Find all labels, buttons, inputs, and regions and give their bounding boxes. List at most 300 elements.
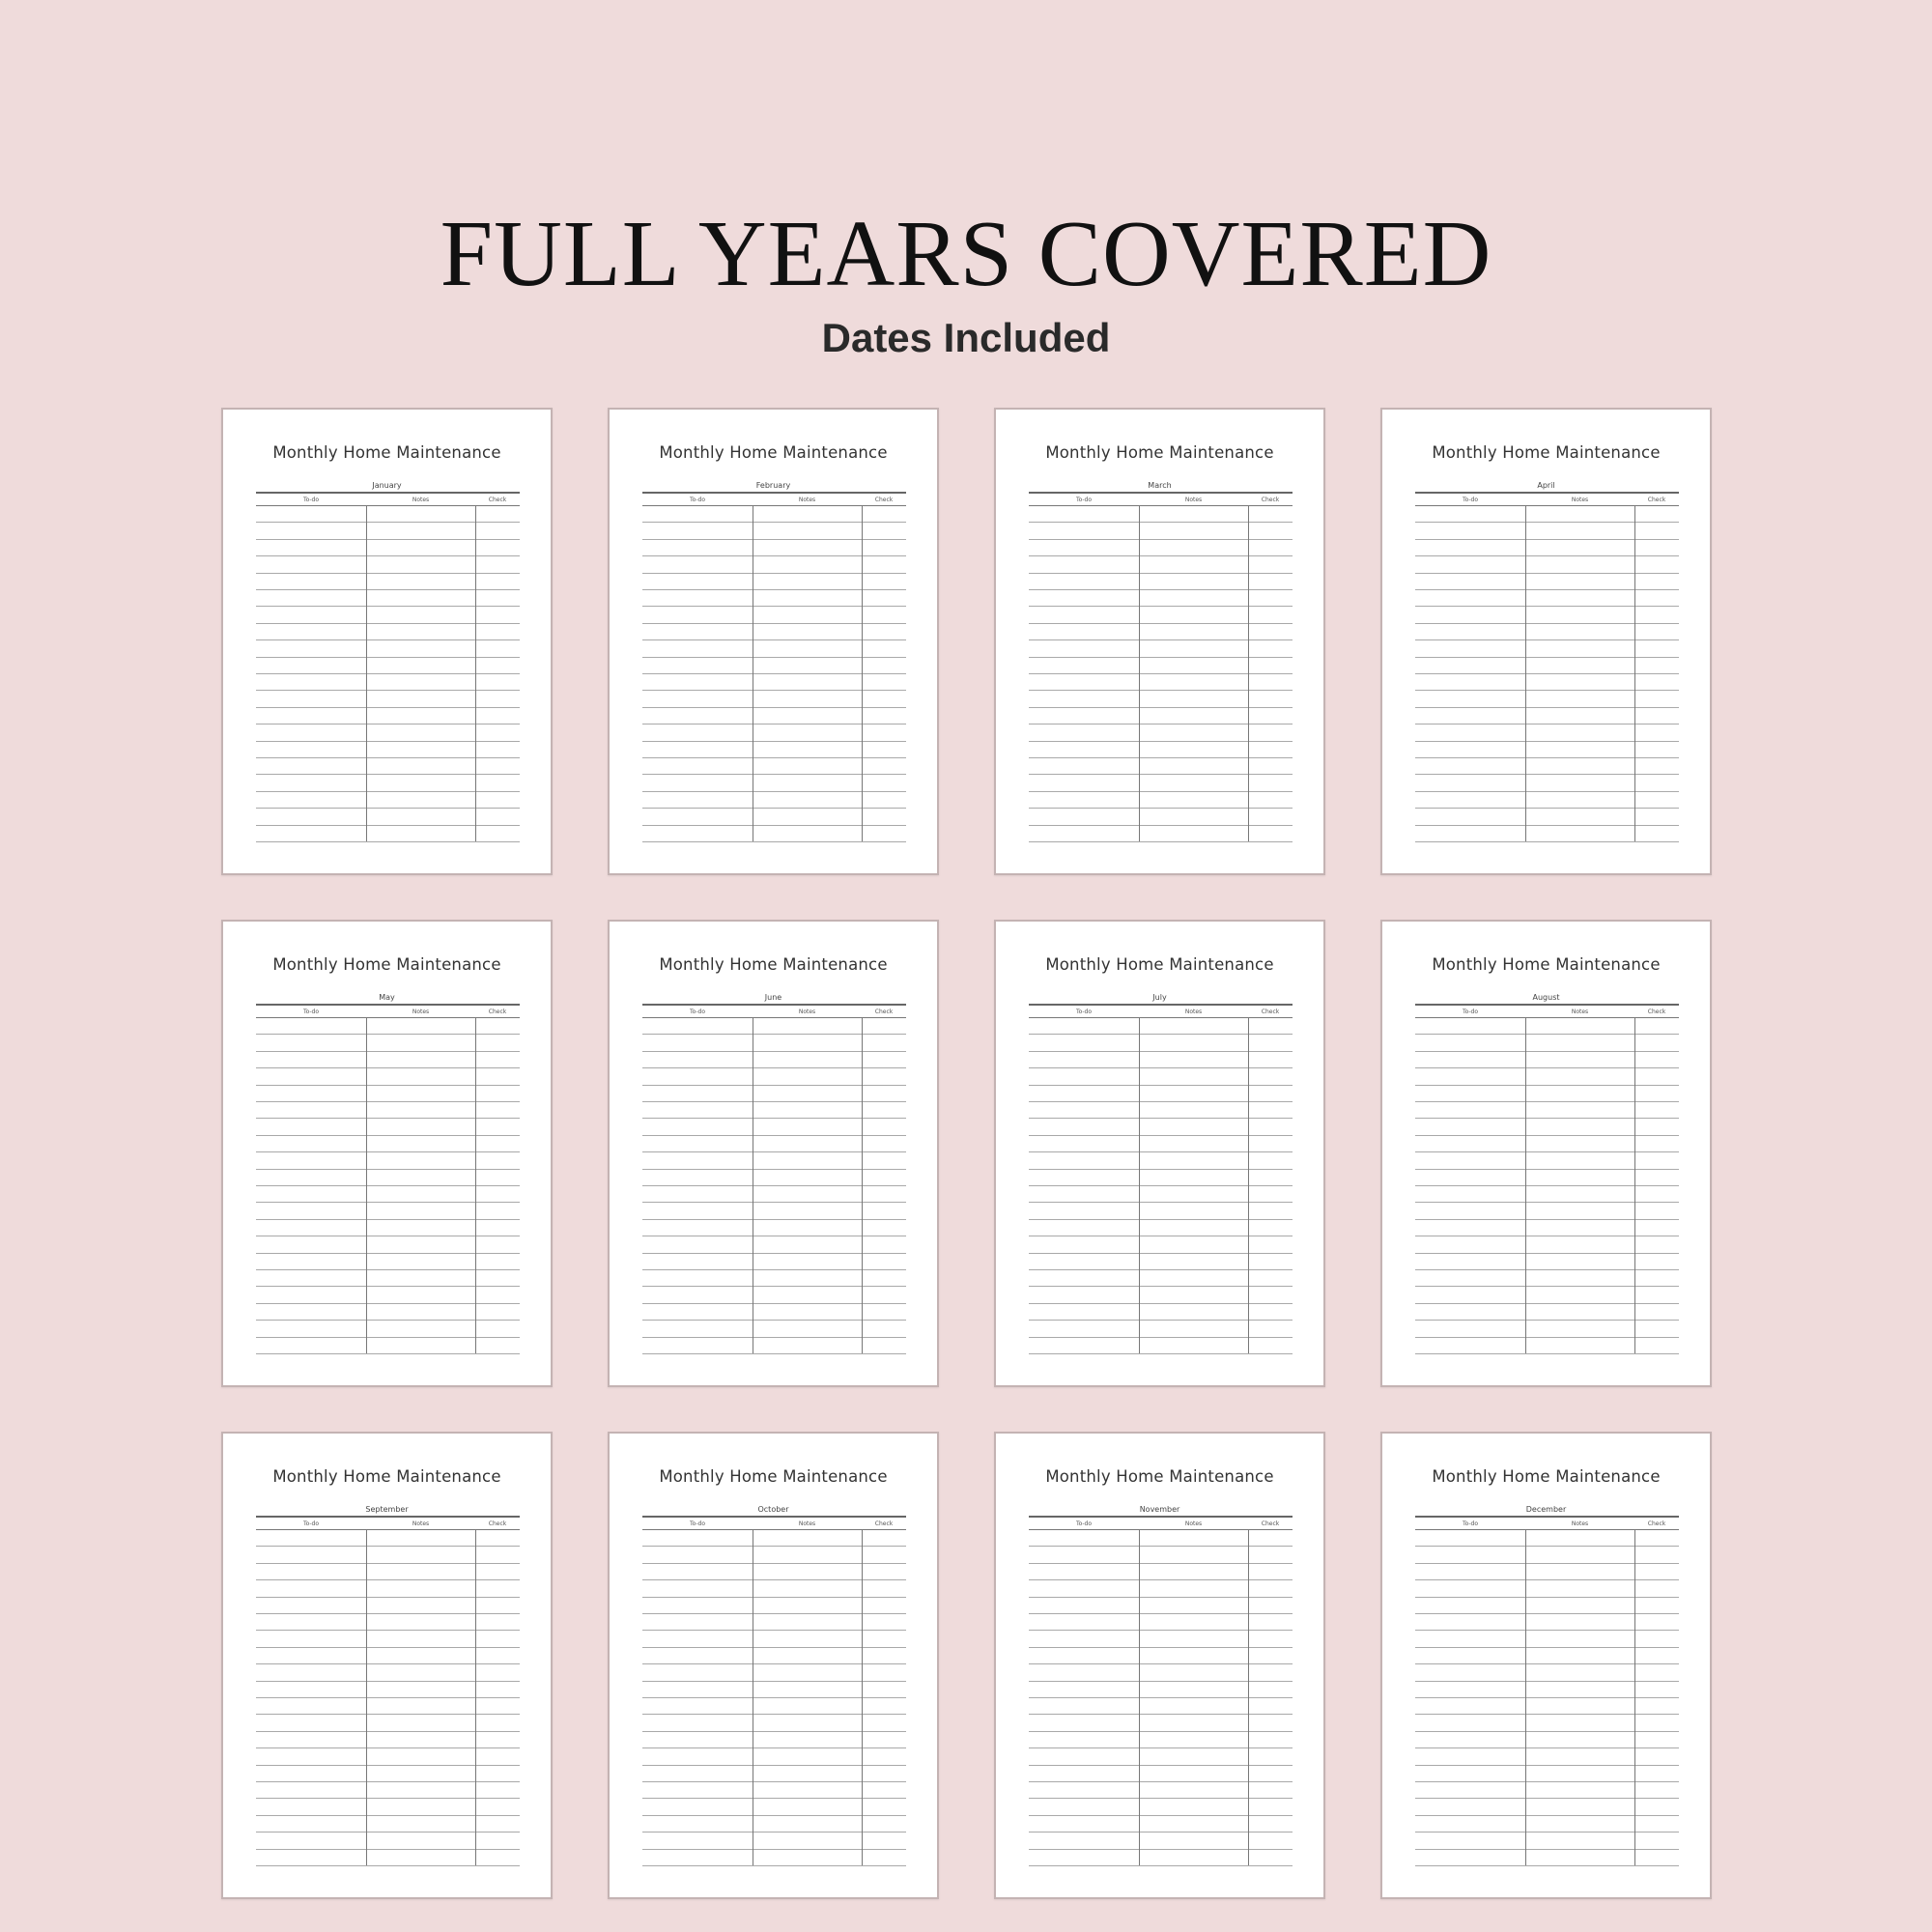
table-row [1029,808,1293,809]
column-divider [475,1529,476,1865]
planner-page [1380,408,1712,875]
planner-page [1380,1432,1712,1899]
table-row [256,1286,520,1287]
table-row [256,1832,520,1833]
table-row [1415,573,1679,574]
maintenance-table [642,1516,906,1868]
table-row [256,1563,520,1564]
table-row [1415,1051,1679,1052]
table-row [1029,1681,1293,1682]
table-row [1415,1579,1679,1580]
maintenance-table [1415,1516,1679,1868]
column-header: To-do [302,1009,320,1015]
header-rule [256,1529,520,1530]
column-header: To-do [689,497,706,503]
table-top-rule [1029,492,1293,494]
table-row [256,1865,520,1866]
table-row [1029,1815,1293,1816]
header-rule [1415,1529,1679,1530]
table-row [1029,555,1293,556]
table-row [1415,1546,1679,1547]
planner-page-grid [221,408,1711,1901]
maintenance-table [256,1516,520,1868]
maintenance-table [642,1004,906,1356]
column-divider [366,505,367,841]
column-header: Notes [1571,497,1589,503]
table-row [256,1613,520,1614]
table-row [642,1630,906,1631]
table-row [642,589,906,590]
table-row [1029,1067,1293,1068]
column-header: To-do [1462,1520,1479,1527]
table-row [256,1269,520,1270]
table-row [256,1714,520,1715]
table-row [642,1169,906,1170]
header-rule [256,1017,520,1018]
table-row [1029,1747,1293,1748]
table-row [1029,1085,1293,1086]
table-row [1029,1865,1293,1866]
planner-page [1380,920,1712,1387]
table-row [642,1663,906,1664]
table-row [642,1202,906,1203]
header-rule [1415,1017,1679,1018]
month-label: December [1525,1505,1567,1514]
month-label: September [365,1505,409,1514]
column-divider [1139,1529,1140,1865]
header-rule [1029,1529,1293,1530]
column-divider [862,1017,863,1353]
table-top-rule [256,1004,520,1006]
column-divider [1634,1017,1635,1353]
table-row [1415,690,1679,691]
column-divider [1525,1529,1526,1865]
table-row [1029,1320,1293,1321]
page-title: Monthly Home Maintenance [272,1467,501,1486]
table-row [1029,1832,1293,1833]
table-row [642,573,906,574]
table-row [256,1781,520,1782]
month-label: October [757,1505,789,1514]
month-label: July [1152,993,1167,1002]
table-row [1415,1765,1679,1766]
table-row [1029,1202,1293,1203]
column-header: Check [488,1009,507,1015]
column-header: To-do [689,1520,706,1527]
table-row [1029,639,1293,640]
table-row [256,1647,520,1648]
table-row [1415,657,1679,658]
column-header: To-do [302,1520,320,1527]
maintenance-table [256,492,520,844]
table-row [1029,841,1293,842]
column-header: Notes [1571,1009,1589,1015]
maintenance-table [642,492,906,844]
table-row [1029,606,1293,607]
table-row [256,1765,520,1766]
table-row [1415,1286,1679,1287]
column-header: Notes [798,1009,816,1015]
table-row [642,606,906,607]
table-row [642,741,906,742]
table-row [256,1067,520,1068]
table-row [1029,1101,1293,1102]
table-top-rule [642,1004,906,1006]
table-row [1029,1034,1293,1035]
table-row [1415,673,1679,674]
table-row [256,1697,520,1698]
table-row [642,1303,906,1304]
headline: FULL YEARS COVERED [440,202,1492,306]
table-row [1415,1597,1679,1598]
table-row [1415,1034,1679,1035]
header-rule [1415,505,1679,506]
table-row [1029,1051,1293,1052]
table-row [1415,774,1679,775]
table-row [1415,1781,1679,1782]
table-row [642,757,906,758]
table-row [256,774,520,775]
table-row [1415,1169,1679,1170]
table-row [1415,1798,1679,1799]
table-top-rule [1029,1004,1293,1006]
column-divider [1248,1529,1249,1865]
table-row [256,1597,520,1598]
column-header: To-do [1462,497,1479,503]
table-row [1029,774,1293,775]
table-row [1415,1563,1679,1564]
table-row [642,1832,906,1833]
table-row [1029,1151,1293,1152]
table-row [1029,741,1293,742]
table-row [1415,1337,1679,1338]
column-header: Check [874,497,894,503]
column-header: To-do [1075,1520,1093,1527]
table-row [642,1747,906,1748]
planner-page [608,920,939,1387]
table-row [642,1219,906,1220]
page-title: Monthly Home Maintenance [1432,955,1661,974]
column-divider [862,1529,863,1865]
column-header: Notes [412,497,430,503]
column-header: Notes [1571,1520,1589,1527]
column-divider [475,505,476,841]
table-row [256,808,520,809]
table-row [1415,1832,1679,1833]
column-header: Check [488,1520,507,1527]
table-row [642,1118,906,1119]
table-row [642,1815,906,1816]
table-row [1415,1849,1679,1850]
table-row [642,1681,906,1682]
table-row [1029,1613,1293,1614]
column-divider [475,1017,476,1353]
table-row [256,1337,520,1338]
table-row [642,1085,906,1086]
column-header: Notes [412,1009,430,1015]
table-row [1415,1663,1679,1664]
column-divider [1139,1017,1140,1353]
maintenance-table [1415,1004,1679,1356]
maintenance-table [1029,492,1293,844]
table-row [1415,639,1679,640]
column-divider [366,1529,367,1865]
month-label: November [1139,1505,1180,1514]
table-row [642,657,906,658]
table-row [642,1849,906,1850]
column-header: Notes [798,1520,816,1527]
table-row [256,1681,520,1682]
table-row [642,555,906,556]
table-row [1029,757,1293,758]
table-row [256,1579,520,1580]
table-row [1029,1353,1293,1354]
table-row [1029,1303,1293,1304]
table-row [256,639,520,640]
table-row [1415,1320,1679,1321]
table-row [642,1320,906,1321]
table-row [256,1747,520,1748]
header-rule [256,505,520,506]
table-row [1029,1697,1293,1698]
table-row [256,606,520,607]
table-top-rule [256,1516,520,1518]
table-row [1415,1697,1679,1698]
table-row [1029,573,1293,574]
table-row [1415,1185,1679,1186]
table-row [256,825,520,826]
table-row [1415,1647,1679,1648]
column-header: Check [874,1009,894,1015]
page-title: Monthly Home Maintenance [1045,443,1274,462]
table-row [1415,791,1679,792]
table-row [256,1353,520,1354]
table-row [256,791,520,792]
column-header: To-do [1075,1009,1093,1015]
table-row [1415,589,1679,590]
table-row [642,1546,906,1547]
table-row [256,1219,520,1220]
month-label: May [379,993,395,1002]
table-row [256,657,520,658]
table-row [642,1051,906,1052]
maintenance-table [256,1004,520,1356]
table-row [1415,1865,1679,1866]
table-top-rule [642,492,906,494]
table-row [256,573,520,574]
page-title: Monthly Home Maintenance [272,443,501,462]
table-row [1029,1731,1293,1732]
month-label: March [1148,481,1172,490]
table-row [642,1286,906,1287]
table-row [1415,1067,1679,1068]
table-row [1415,741,1679,742]
table-row [1029,673,1293,674]
planner-page [221,1432,553,1899]
table-row [1415,1681,1679,1682]
table-row [256,1151,520,1152]
table-row [642,1613,906,1614]
planner-page [608,408,939,875]
planner-page [608,1432,939,1899]
header-rule [1029,1017,1293,1018]
header-rule [642,1017,906,1018]
table-row [256,1202,520,1203]
table-row [642,1067,906,1068]
table-row [256,1731,520,1732]
column-divider [1525,1017,1526,1353]
month-label: January [372,481,402,490]
table-row [642,1765,906,1766]
month-label: August [1532,993,1560,1002]
column-header: Check [874,1520,894,1527]
table-row [256,690,520,691]
table-row [642,1798,906,1799]
column-header: Check [1647,497,1666,503]
table-row [1415,1101,1679,1102]
table-row [1415,1613,1679,1614]
table-row [256,1085,520,1086]
table-top-rule [642,1516,906,1518]
table-row [642,774,906,775]
table-row [1415,555,1679,556]
table-row [1029,1546,1293,1547]
table-row [1029,589,1293,590]
table-row [1029,1185,1293,1186]
table-row [642,639,906,640]
column-header: Check [1647,1520,1666,1527]
table-row [256,1185,520,1186]
table-row [642,1253,906,1254]
table-row [642,1865,906,1866]
table-row [642,1034,906,1035]
table-row [256,1169,520,1170]
table-row [1029,1169,1293,1170]
column-divider [1525,505,1526,841]
table-row [1029,1135,1293,1136]
header-rule [1029,505,1293,506]
table-row [256,1118,520,1119]
table-row [1029,1663,1293,1664]
table-row [256,539,520,540]
table-row [642,539,906,540]
maintenance-table [1029,1516,1293,1868]
table-row [1029,1765,1293,1766]
month-label: June [764,993,782,1002]
table-row [642,690,906,691]
column-divider [1248,1017,1249,1353]
table-row [256,1034,520,1035]
table-row [1415,757,1679,758]
table-row [256,589,520,590]
table-row [256,1798,520,1799]
planner-page [994,1432,1325,1899]
table-row [1029,1286,1293,1287]
column-header: To-do [1462,1009,1479,1015]
table-row [1415,808,1679,809]
table-row [256,623,520,624]
table-row [1029,1630,1293,1631]
table-row [1415,522,1679,523]
table-row [1029,791,1293,792]
page-title: Monthly Home Maintenance [659,443,888,462]
table-row [256,757,520,758]
table-row [642,522,906,523]
page-title: Monthly Home Maintenance [1045,955,1274,974]
header-rule [642,1529,906,1530]
table-row [1029,825,1293,826]
table-row [256,1303,520,1304]
table-row [1029,522,1293,523]
table-row [256,1630,520,1631]
table-row [256,1135,520,1136]
table-row [1415,1219,1679,1220]
table-row [642,1101,906,1102]
table-row [256,1546,520,1547]
column-header: Notes [1184,497,1203,503]
table-row [256,1253,520,1254]
table-row [642,841,906,842]
column-header: Notes [1184,1520,1203,1527]
table-top-rule [256,492,520,494]
table-row [1029,1647,1293,1648]
table-row [642,1714,906,1715]
column-header: To-do [1075,497,1093,503]
page-title: Monthly Home Maintenance [1432,443,1661,462]
planner-page [221,920,553,1387]
table-row [1415,1151,1679,1152]
column-header: Check [1261,1009,1280,1015]
table-row [642,1353,906,1354]
table-row [256,1815,520,1816]
table-row [256,741,520,742]
planner-page [221,408,553,875]
table-row [1029,1253,1293,1254]
table-row [642,1697,906,1698]
column-header: Notes [1184,1009,1203,1015]
table-row [642,1337,906,1338]
table-row [1415,1815,1679,1816]
table-row [256,841,520,842]
planner-page [994,408,1325,875]
table-row [1415,1118,1679,1119]
table-row [642,825,906,826]
table-row [256,1849,520,1850]
table-row [642,623,906,624]
column-divider [1634,1529,1635,1865]
table-row [1029,657,1293,658]
table-row [1415,707,1679,708]
table-row [1415,841,1679,842]
table-row [256,1051,520,1052]
maintenance-table [1029,1004,1293,1356]
column-header: To-do [302,497,320,503]
month-label: April [1537,481,1555,490]
maintenance-table [1415,492,1679,844]
column-header: Check [488,497,507,503]
table-row [1415,606,1679,607]
table-row [1029,1219,1293,1220]
table-row [1029,1579,1293,1580]
table-row [1415,1269,1679,1270]
month-label: February [755,481,791,490]
table-row [1415,1731,1679,1732]
column-divider [1248,505,1249,841]
page-title: Monthly Home Maintenance [659,1467,888,1486]
table-row [1415,1630,1679,1631]
table-row [256,1320,520,1321]
column-header: Notes [798,497,816,503]
